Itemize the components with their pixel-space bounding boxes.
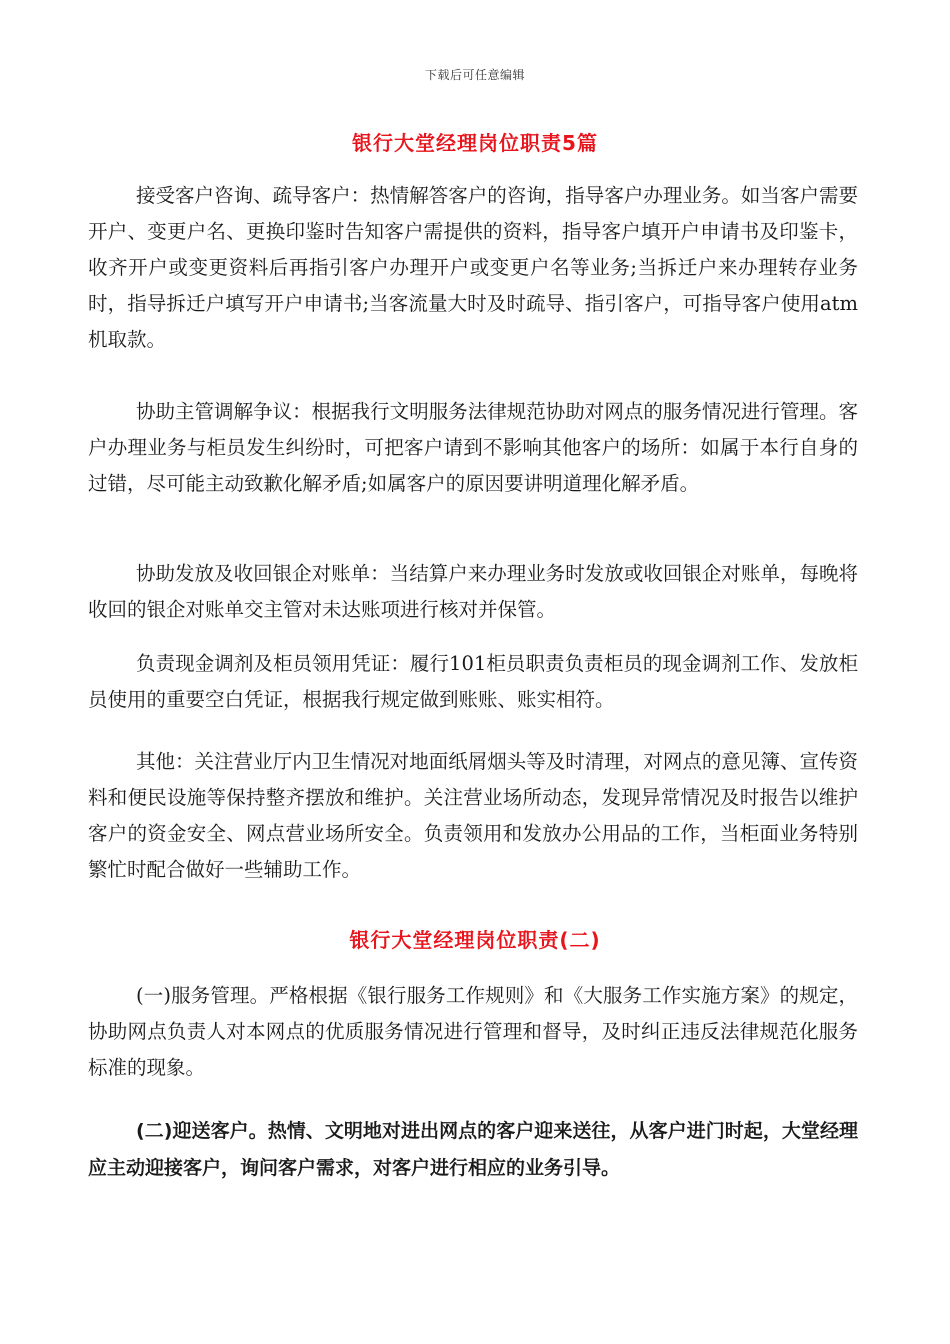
paragraph-customer-consultation: 接受客户咨询、疏导客户：热情解答客户的咨询，指导客户办理业务。如当客户需要开户、变更户名、更换印鉴时告知客户需提供的资料，指导客户填开户申请书及印鉴卡，收齐开户或变更资料后再指引客户办理开户或变更户名等业务;当拆迁户来办理转存业务时，指导拆迁户填写开户申请书;当客流量大时及时疏导、指引客户，可指导客户使用atm机取款。 (88, 184, 858, 351)
header-note: 下载后可任意编辑 (424, 68, 525, 82)
paragraph-dispute-mediation: 协助主管调解争议：根据我行文明服务法律规范协助对网点的服务情况进行管理。客户办理业务与柜员发生纠纷时，可把客户请到不影响其他客户的场所：如属于本行自身的过错，尽可能主动致歉化解矛盾;如属客户的原因要讲明道理化解矛盾。 (88, 400, 858, 495)
section-title-1: 银行大堂经理岗位职责5篇 (352, 131, 598, 155)
section-title-2: 银行大堂经理岗位职责(二) (349, 928, 601, 952)
paragraph-statement-distribution: 协助发放及收回银企对账单：当结算户来办理业务时发放或收回银企对账单，每晚将收回的银企对账单交主管对未达账项进行核对并保管。 (88, 562, 858, 621)
paragraph-greeting-customers: (二)迎送客户。热情、文明地对进出网点的客户迎来送往，从客户进门时起，大堂经理应主动迎接客户，询问客户需求，对客户进行相应的业务引导。 (88, 1120, 858, 1179)
paragraph-other-duties: 其他：关注营业厅内卫生情况对地面纸屑烟头等及时清理，对网点的意见簿、宣传资料和便民设施等保持整齐摆放和维护。关注营业场所动态，发现异常情况及时报告以维护客户的资金安全、网点营业场所安全。负责领用和发放办公用品的工作，当柜面业务特别繁忙时配合做好一些辅助工作。 (88, 750, 858, 881)
paragraph-cash-adjustment: 负责现金调剂及柜员领用凭证：履行101柜员职责负责柜员的现金调剂工作、发放柜员使用的重要空白凭证，根据我行规定做到账账、账实相符。 (88, 652, 858, 711)
paragraph-service-management: (一)服务管理。严格根据《银行服务工作规则》和《大服务工作实施方案》的规定，协助网点负责人对本网点的优质服务情况进行管理和督导，及时纠正违反法律规范化服务标准的现象。 (88, 984, 858, 1079)
